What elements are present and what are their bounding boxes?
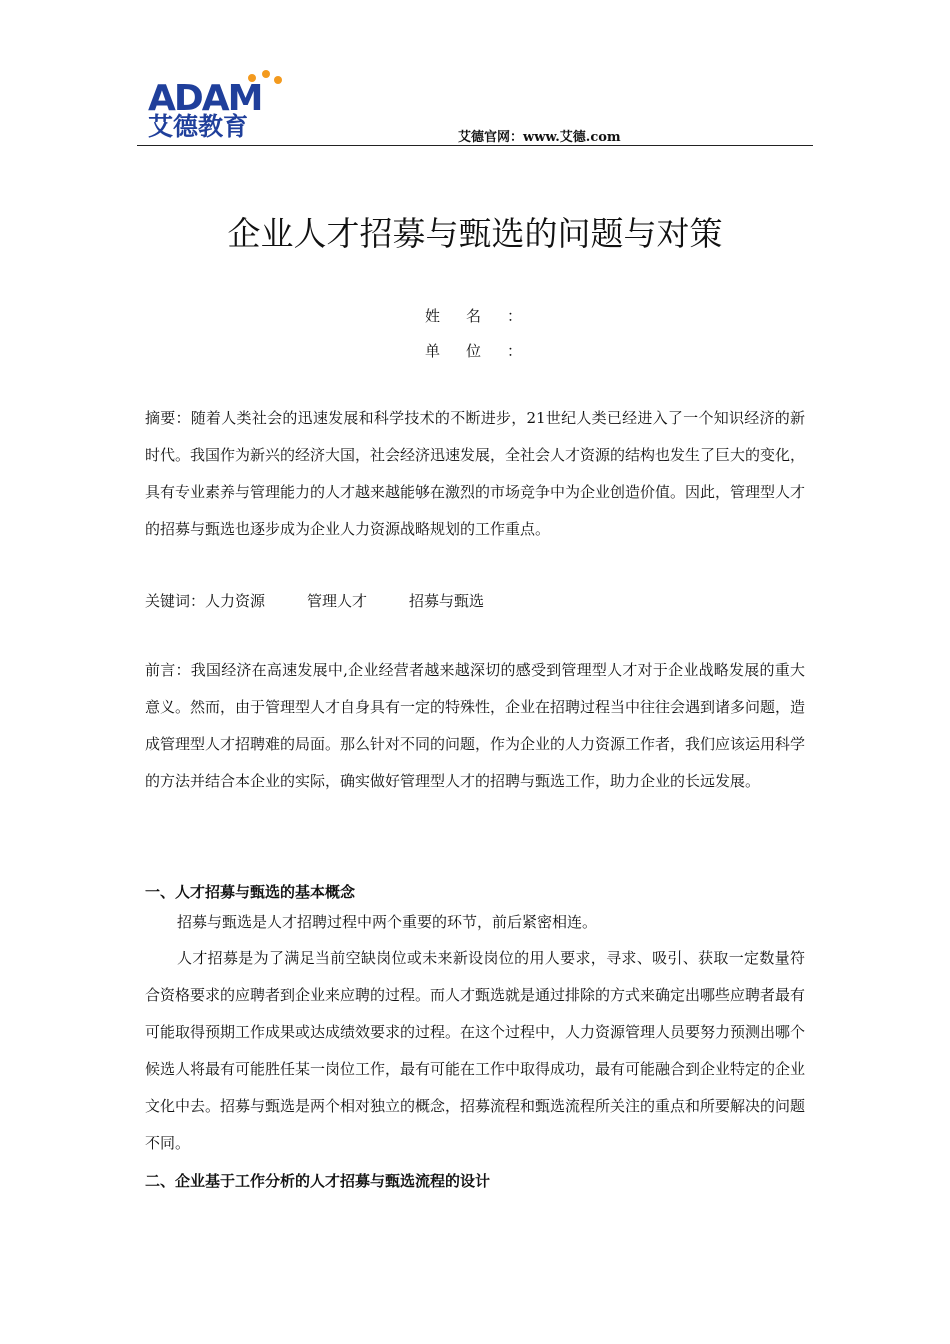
keyword-item: 管理人才: [307, 592, 368, 610]
author-unit-field: [425, 340, 522, 361]
document-title: 企业人才招募与甄选的问题与对策: [227, 214, 723, 253]
keyword-item: 人力资源: [205, 592, 266, 610]
svg-text:艾德教育: 艾德教育: [148, 112, 249, 138]
author-name-label: 姓名: [425, 307, 508, 325]
header-divider: [137, 145, 813, 146]
author-unit-colon: ：: [507, 342, 523, 360]
preface-paragraph: 前言：我国经济在高速发展中,企业经营者越来越深切的感受到管理型人才对于企业战略发展的重大意义。然而，由于管理型人才自身具有一定的特殊性，企业在招聘过程当中往往会遇到诸多问题，造成管理型人才招聘难的局面。那么针对不同的问题，作为企业的人力资源工作者，我们应该运用科学的方法并结合本企业的实际，确实做好管理型人才的招聘与甄选工作，助力企业的长远发展。: [145, 661, 806, 790]
keywords-label: 关键词：: [145, 592, 206, 610]
keyword-item: 招募与甄选: [409, 592, 485, 610]
adam-logo: [146, 70, 286, 138]
keywords-line: [145, 590, 526, 611]
section-2-heading: 二、企业基于工作分析的人才招募与甄选流程的设计: [145, 1172, 491, 1190]
section-1-heading: 一、人才招募与甄选的基本概念: [145, 883, 356, 901]
abstract-paragraph: 摘要：随着人类社会的迅速发展和科学技术的不断进步，21世纪人类已经进入了一个知识经济的新时代。我国作为新兴的经济大国，社会经济迅速发展，全社会人才资源的结构也发生了巨大的变化，具有专业素养与管理能力的人才越来越能够在激烈的市场竞争中为企业创造价值。因此，管理型人才的招募与甄选也逐步成为企业人力资源战略规划的工作重点。: [145, 409, 806, 538]
svg-text:ADAM: ADAM: [148, 78, 262, 119]
section-1-paragraph-2: 人才招募是为了满足当前空缺岗位或未来新设岗位的用人要求，寻求、吸引、获取一定数量符合资格要求的应聘者到企业来应聘的过程。而人才甄选就是通过排除的方式来确定出哪些应聘者最有可能取得预期工作成果或达成绩效要求的过程。在这个过程中，人力资源管理人员要努力预测出哪个候选人将最有可能胜任某一岗位工作，最有可能在工作中取得成功，最有可能融合到企业特定的企业文化中去。招募与甄选是两个相对独立的概念，招募流程和甄选流程所关注的重点和所要解决的问题不同。: [145, 949, 806, 1152]
author-name-colon: ：: [507, 307, 523, 325]
header-site-url: 艾德官网：www.艾德.com: [458, 130, 621, 145]
author-unit-label: 单位: [425, 342, 508, 360]
author-name-field: [425, 305, 522, 326]
section-1-paragraph-1: 招募与甄选是人才招聘过程中两个重要的环节，前后紧密相连。: [177, 913, 598, 931]
